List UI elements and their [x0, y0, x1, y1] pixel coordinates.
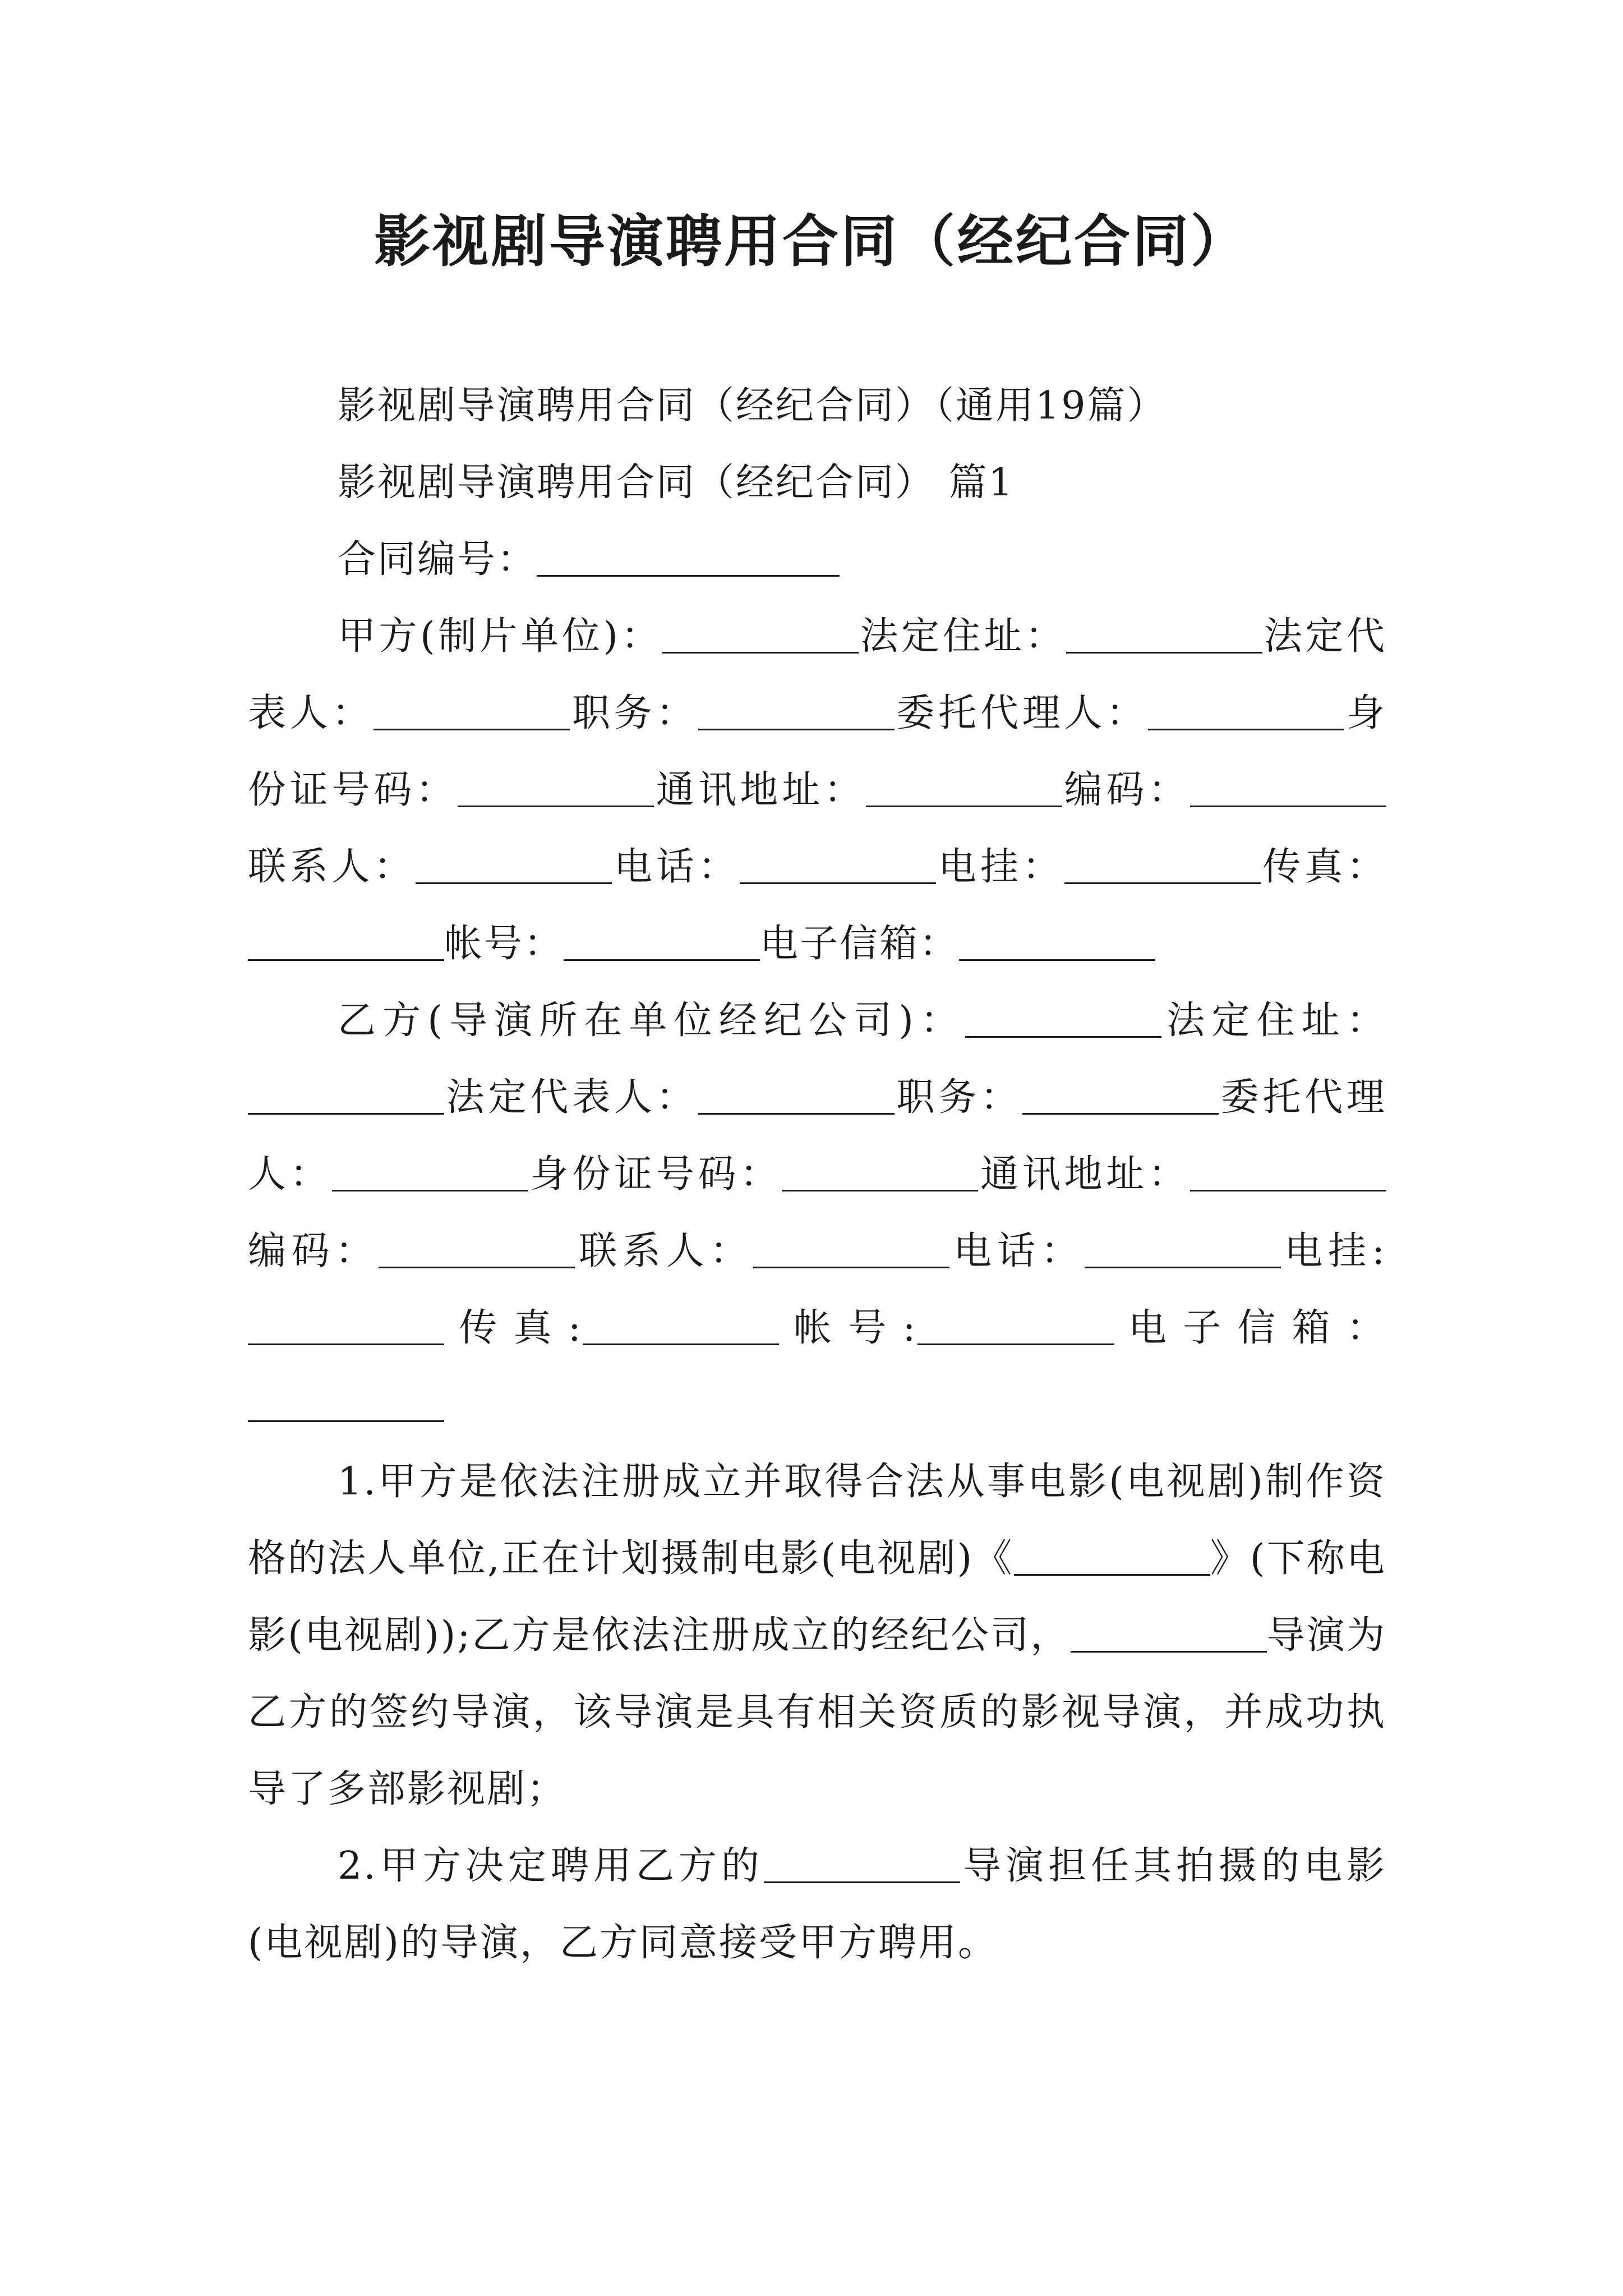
- party-a-id-label: 身份证号码：: [248, 691, 1386, 812]
- party-a-tel-label: 电挂：: [936, 845, 1064, 889]
- document-body: [248, 367, 1386, 1981]
- party-b-legal-address-label: 法定住址：: [1161, 999, 1386, 1043]
- clause-2-text-a: 2.甲方决定聘用乙方的: [338, 1844, 764, 1888]
- fill-blank: [248, 923, 444, 961]
- fill-blank: [959, 923, 1155, 961]
- party-a-legal-rep-label: 法定代表人：: [248, 614, 1386, 735]
- party-b-agent-label: 委托代理人：: [248, 1075, 1386, 1197]
- director-name-blank: [764, 1845, 960, 1883]
- contract-number-label: 合同编号：: [338, 537, 537, 582]
- fill-blank: [583, 1307, 779, 1345]
- clause-1-text-a: 1.甲方是依法注册成立并取得合法从事电影(电视剧)制作资格的法人单位,正在计划摄制电影(电视剧)《: [248, 1460, 1386, 1581]
- party-b-contact-label: 联系人：: [575, 1229, 754, 1273]
- fill-blank: [753, 1230, 949, 1268]
- party-b-label: 乙方(导演所在单位经纪公司)：: [338, 999, 966, 1043]
- fill-blank: [698, 1076, 895, 1115]
- part-heading: 影视剧导演聘用合同（经纪合同） 篇1: [338, 461, 1015, 505]
- party-a-contact-label: 联系人：: [248, 845, 416, 889]
- clause-2: [248, 1828, 1386, 1981]
- fill-blank: [379, 1230, 575, 1268]
- party-b-position-label: 职务：: [894, 1075, 1022, 1120]
- fill-blank: [1190, 769, 1386, 807]
- party-b-tel-label: 电挂:: [1280, 1229, 1386, 1273]
- fill-blank: [866, 769, 1062, 807]
- contract-number-blank: [537, 539, 840, 577]
- party-a-email-label: 电子信箱：: [760, 922, 960, 966]
- clause-1-text-c: 导演为乙方的签约导演，该导演是具有相关资质的影视导演，并成功执导了多部影视剧；: [248, 1613, 1386, 1811]
- fill-blank: [740, 846, 936, 884]
- party-b-mail-address-label: 通讯地址：: [978, 1152, 1190, 1197]
- party-a-postcode-label: 编码：: [1062, 768, 1190, 812]
- party-a-label: 甲方(制片单位)：: [338, 614, 663, 659]
- party-b-phone-label: 电话：: [949, 1229, 1085, 1273]
- fill-blank: [248, 1076, 444, 1115]
- director-name-blank: [1071, 1614, 1267, 1653]
- party-b-block: [248, 982, 1386, 1443]
- party-a-block: [248, 598, 1386, 982]
- party-a-account-label: 帐号：: [444, 922, 564, 966]
- party-a-mail-address-label: 通讯地址：: [654, 768, 866, 812]
- clause-2-text-b: 导演担任其拍摄的电影(电视剧)的导演，乙方同意接受甲方聘用。: [248, 1844, 1386, 1965]
- fill-blank: [1066, 615, 1262, 654]
- fill-blank: [917, 1307, 1114, 1345]
- fill-blank: [662, 615, 859, 654]
- fill-blank: [782, 1153, 978, 1191]
- party-a-phone-label: 电话：: [612, 845, 740, 889]
- fill-blank: [416, 846, 612, 884]
- film-title-blank: [1014, 1538, 1210, 1576]
- fill-blank: [564, 923, 760, 961]
- fill-blank: [1148, 692, 1344, 730]
- party-a-agent-label: 委托代理人：: [894, 691, 1149, 735]
- fill-blank: [1064, 846, 1261, 884]
- subtitle: 影视剧导演聘用合同（经纪合同）（通用19篇）: [338, 384, 1167, 428]
- fill-blank: [698, 692, 895, 730]
- party-b-account-label: 帐号:: [778, 1306, 917, 1350]
- clause-1: [248, 1443, 1386, 1828]
- fill-blank: [1022, 1076, 1219, 1115]
- party-a-legal-address-label: 法定住址：: [859, 614, 1067, 659]
- fill-blank: [248, 1384, 444, 1422]
- party-b-email-label: 电子信箱：: [1113, 1306, 1386, 1350]
- party-a-fax-label: 传真：: [1260, 845, 1386, 889]
- party-a-position-label: 职务：: [570, 691, 698, 735]
- document-title: 影视剧导演聘用合同（经纪合同）: [374, 208, 1249, 274]
- party-b-fax-label: 传真:: [444, 1306, 583, 1350]
- party-b-legal-rep-label: 法定代表人：: [444, 1075, 698, 1120]
- clause-1-text-b: 》(下称电影(电视剧));乙方是依法注册成立的经纪公司，: [248, 1536, 1386, 1658]
- party-b-postcode-label: 编码：: [248, 1229, 379, 1273]
- fill-blank: [374, 692, 570, 730]
- fill-blank: [332, 1153, 528, 1191]
- contract-number-line: [248, 521, 1386, 598]
- fill-blank: [1190, 1153, 1386, 1191]
- fill-blank: [1085, 1230, 1281, 1268]
- fill-blank: [248, 1307, 444, 1345]
- fill-blank: [458, 769, 654, 807]
- party-b-id-label: 身份证号码：: [528, 1152, 782, 1197]
- fill-blank: [965, 1000, 1161, 1038]
